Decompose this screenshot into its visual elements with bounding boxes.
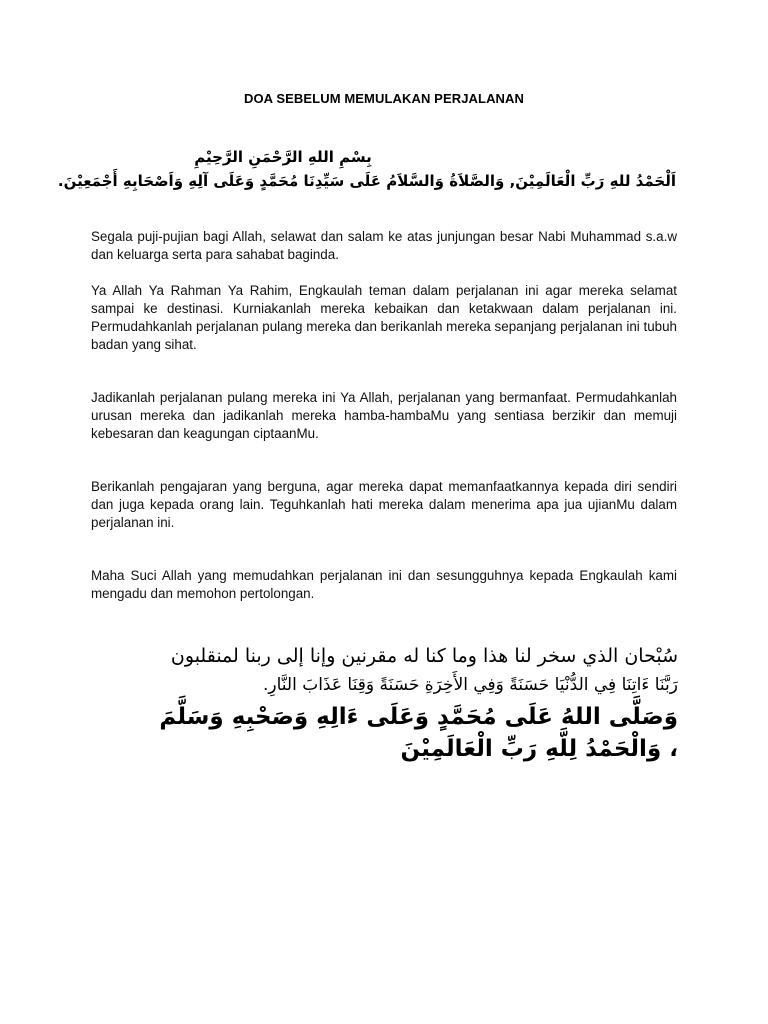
paragraph-companion: Ya Allah Ya Rahman Ya Rahim, Engkaulah teman dalam perjalanan ini agar mereka selamat sampai ke destinasi. Kurniakanlah mereka kebaikan dan ketakwaan dalam perjalanan ini. Permudahkanlah perjalanan pulang mereka dan berikanlah mereka sepanjang perjalanan ini tubuh badan yang sihat.: [91, 283, 677, 352]
paragraph-beneficial-journey: Jadikanlah perjalanan pulang mereka ini Ya Allah, perjalanan yang bermanfaat. Permudahkanlah urusan mereka dan jadikanlah mereka hamba-hambaMu yang sentiasa berzikir dan memuji kebesaran dan keagungan ciptaanMu.: [91, 390, 677, 441]
salawat-line-2: ، وَالْحَمْدُ لِلَّهِ رَبِّ الْعَالَمِيْنَ: [400, 736, 678, 762]
salawat-line-1: وَصَلَّى اللهُ عَلَى مُحَمَّدٍ وَعَلَى ءَالِهِ وَصَحْبِهِ وَسَلَّمَ: [159, 704, 678, 730]
paragraph-praise: Segala puji-pujian bagi Allah, selawat dan salam ke atas junjungan besar Nabi Muhammad s.a.w dan keluarga serta para sahabat baginda.: [91, 229, 677, 262]
dua-rabbana-text: رَبَّنَا ءَاتِنَا فِي الدُّنْيَا حَسَنَةً وَفِي الأَخِرَةِ حَسَنَةً وَقِنَا عَذَابَ النَّارِ.: [262, 675, 678, 695]
paragraph-lessons: Berikanlah pengajaran yang berguna, agar mereka dapat memanfaatkannya kepada diri sendiri dan juga kepada orang lain. Teguhkanlah hati mereka dalam menerima apa jua ujianMu dalam perjalanan ini.: [91, 479, 677, 530]
paragraph-glory: Maha Suci Allah yang memudahkan perjalanan ini dan sesungguhnya kepada Engkaulah kami mengadu dan memohon pertolongan.: [91, 568, 677, 601]
dua-travel-text: سُبْحان الذي سخر لنا هذا وما كنا له مقرنين وإنا إلى ربنا لمنقلبون: [170, 645, 678, 667]
document-title: DOA SEBELUM MEMULAKAN PERJALANAN: [243, 91, 525, 106]
basmala-text: بِسْمِ اللهِ الرَّحْمَنِ الرَّحِيْمِ: [194, 148, 372, 166]
hamdala-text: اَلْحَمْدُ للهِ رَبِّ الْعَالَمِيْنَ, وَالصَّلاَةُ وَالسَّلاَمُ عَلَى سَيِّدِنَا مُحَمَّدٍ وَعَلَى آلِهِ وَاَصْحَابِهِ أَجْمَعِيْنَ.: [57, 172, 676, 190]
